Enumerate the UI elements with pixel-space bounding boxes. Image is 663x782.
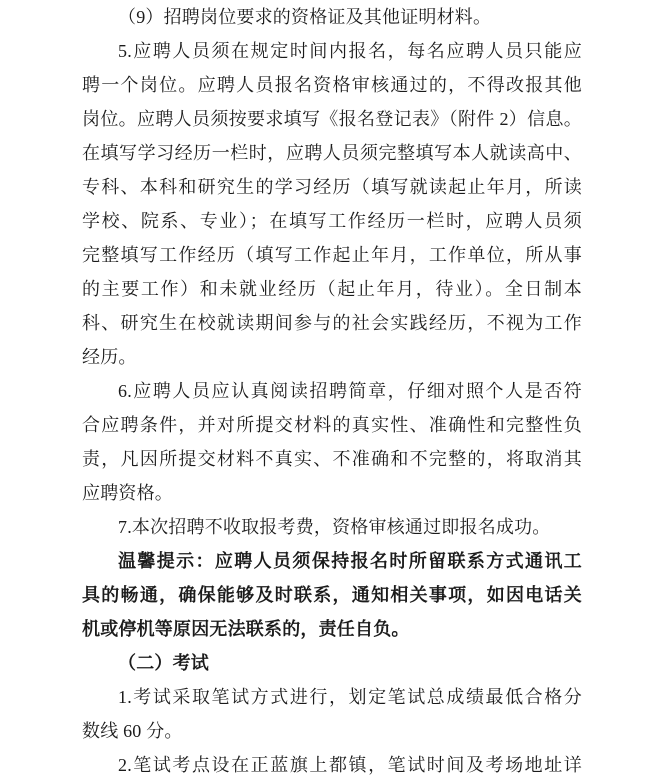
warm-tip-line: 具的畅通，确保能够及时联系，通知相关事项，如因电话关: [82, 585, 582, 605]
paragraph-line: 7.本次招聘不收取报考费，资格审核通过即报名成功。: [118, 517, 551, 537]
paragraph-line: 责，凡因所提交材料不真实、不准确和不完整的，将取消其: [82, 449, 582, 469]
paragraph-line: 学校、院系、专业）；在填写工作经历一栏时，应聘人员须: [82, 211, 582, 231]
paragraph-line: 应聘资格。: [82, 483, 173, 503]
paragraph-line: 数线 60 分。: [82, 721, 183, 741]
warm-tip-line: 温馨提示：应聘人员须保持报名时所留联系方式通讯工: [118, 551, 582, 571]
paragraph-line: 2.笔试考点设在正蓝旗上都镇，笔试时间及考场地址详: [118, 755, 582, 775]
paragraph-line: 合应聘条件，并对所提交材料的真实性、准确性和完整性负: [82, 415, 582, 435]
paragraph-line: 的主要工作）和未就业经历（起止年月，待业）。全日制本: [82, 279, 582, 299]
paragraph-line: 在填写学习经历一栏时，应聘人员须完整填写本人就读高中、: [82, 143, 582, 163]
paragraph-line: 1.考试采取笔试方式进行，划定笔试总成绩最低合格分: [118, 687, 582, 707]
paragraph-line: 聘一个岗位。应聘人员报名资格审核通过的，不得改报其他: [82, 75, 582, 95]
document-text-block: [82, 0, 582, 782]
paragraph-line: 6.应聘人员应认真阅读招聘简章，仔细对照个人是否符: [118, 381, 582, 401]
paragraph-line: 完整填写工作经历（填写工作起止年月，工作单位，所从事: [82, 245, 582, 265]
paragraph-line: 经历。: [82, 347, 137, 367]
paragraph-line: 科、研究生在校就读期间参与的社会实践经历，不视为工作: [82, 313, 582, 333]
paragraph-line: 5.应聘人员须在规定时间内报名，每名应聘人员只能应: [118, 41, 582, 61]
paragraph-line: （9）招聘岗位要求的资格证及其他证明材料。: [118, 7, 492, 27]
paragraph-line: 专科、本科和研究生的学习经历（填写就读起止年月，所读: [82, 177, 582, 197]
paragraph-line: 岗位。应聘人员须按要求填写《报名登记表》（附件 2）信息。: [82, 109, 582, 129]
warm-tip-line: 机或停机等原因无法联系的，责任自负。: [82, 619, 410, 639]
section-heading-exam: （二）考试: [118, 653, 209, 673]
